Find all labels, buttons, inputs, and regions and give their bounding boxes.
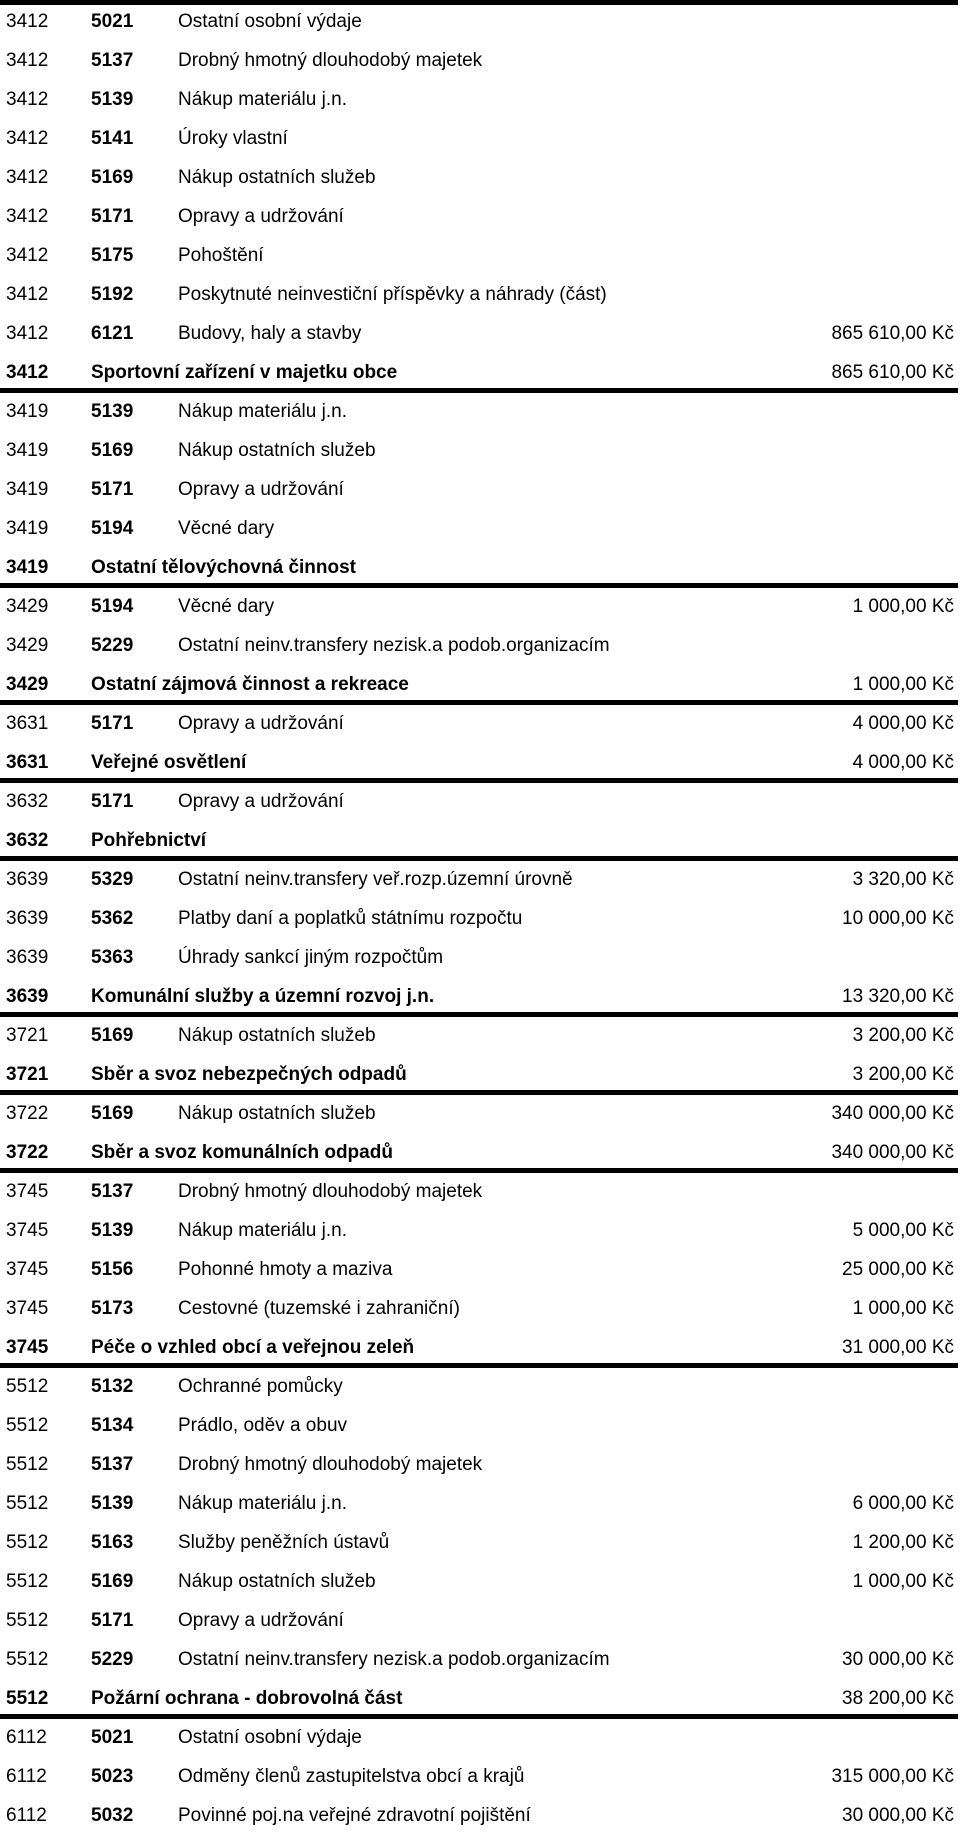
item-code: 5169 xyxy=(91,167,134,188)
section-total-row xyxy=(0,546,960,585)
paragraph-code: 5512 xyxy=(6,1493,49,1514)
item-code: 5021 xyxy=(91,1727,134,1748)
table-row xyxy=(0,156,960,195)
item-name: Ochranné pomůcky xyxy=(178,1376,343,1397)
section-title: Ostatní tělovýchovná činnost xyxy=(91,557,356,578)
table-row xyxy=(0,702,960,741)
table-row xyxy=(0,1755,960,1794)
table-row xyxy=(0,1560,960,1599)
item-code: 5163 xyxy=(91,1532,134,1553)
section-title: Péče o vzhled obcí a veřejnou zeleň xyxy=(91,1337,415,1358)
amount: 340 000,00 Kč xyxy=(831,1142,954,1163)
paragraph-code: 3419 xyxy=(6,401,49,422)
table-row xyxy=(0,1716,960,1755)
amount: 340 000,00 Kč xyxy=(831,1103,954,1124)
section-total-row xyxy=(0,351,960,390)
amount: 25 000,00 Kč xyxy=(842,1259,954,1280)
table-top-rule xyxy=(0,0,958,5)
section-total-row xyxy=(0,741,960,780)
item-code: 5169 xyxy=(91,440,134,461)
item-name: Drobný hmotný dlouhodobý majetek xyxy=(178,1454,483,1475)
paragraph-code: 3745 xyxy=(6,1259,49,1280)
section-total-row xyxy=(0,975,960,1014)
paragraph-code: 5512 xyxy=(6,1532,49,1553)
paragraph-code: 6112 xyxy=(6,1727,47,1748)
item-code: 5171 xyxy=(91,1610,134,1631)
amount: 3 200,00 Kč xyxy=(852,1064,954,1085)
paragraph-code: 3412 xyxy=(6,11,49,32)
paragraph-code: 3745 xyxy=(6,1220,49,1241)
section-total-row xyxy=(0,1677,960,1716)
item-name: Nákup materiálu j.n. xyxy=(178,401,347,422)
item-name: Opravy a udržování xyxy=(178,479,344,500)
paragraph-code: 3429 xyxy=(6,674,49,695)
paragraph-code: 3429 xyxy=(6,635,49,656)
amount: 4 000,00 Kč xyxy=(852,713,954,734)
paragraph-code: 3429 xyxy=(6,596,49,617)
table-row xyxy=(0,1482,960,1521)
item-code: 5021 xyxy=(91,11,134,32)
paragraph-code: 5512 xyxy=(6,1454,49,1475)
paragraph-code: 3419 xyxy=(6,518,49,539)
table-row xyxy=(0,1248,960,1287)
paragraph-code: 3419 xyxy=(6,479,49,500)
item-code: 5363 xyxy=(91,947,134,968)
item-code: 5132 xyxy=(91,1376,134,1397)
item-name: Ostatní osobní výdaje xyxy=(178,11,362,32)
section-total-row xyxy=(0,1053,960,1092)
table-row xyxy=(0,1404,960,1443)
paragraph-code: 3412 xyxy=(6,89,49,110)
item-name: Pohonné hmoty a maziva xyxy=(178,1259,393,1280)
paragraph-code: 3412 xyxy=(6,284,49,305)
amount: 38 200,00 Kč xyxy=(842,1688,954,1709)
paragraph-code: 3639 xyxy=(6,908,49,929)
table-row xyxy=(0,858,960,897)
amount: 4 000,00 Kč xyxy=(852,752,954,773)
paragraph-code: 5512 xyxy=(6,1376,49,1397)
table-row xyxy=(0,1599,960,1638)
item-name: Opravy a udržování xyxy=(178,1610,344,1631)
item-name: Nákup materiálu j.n. xyxy=(178,1493,347,1514)
item-name: Ostatní osobní výdaje xyxy=(178,1727,362,1748)
section-title: Pohřebnictví xyxy=(91,830,207,851)
table-row xyxy=(0,195,960,234)
item-code: 5175 xyxy=(91,245,134,266)
item-code: 5139 xyxy=(91,401,134,422)
item-code: 5171 xyxy=(91,791,134,812)
item-name: Úhrady sankcí jiným rozpočtům xyxy=(178,947,444,968)
amount: 10 000,00 Kč xyxy=(842,908,954,929)
paragraph-code: 3412 xyxy=(6,362,49,383)
paragraph-code: 3419 xyxy=(6,557,49,578)
item-code: 5171 xyxy=(91,713,134,734)
paragraph-code: 5512 xyxy=(6,1649,49,1670)
table-row xyxy=(0,1014,960,1053)
table-row xyxy=(0,507,960,546)
item-name: Nákup ostatních služeb xyxy=(178,1103,376,1124)
paragraph-code: 6112 xyxy=(6,1766,47,1787)
section-title: Komunální služby a územní rozvoj j.n. xyxy=(91,986,435,1007)
item-name: Ostatní neinv.transfery veř.rozp.územní úrovně xyxy=(178,869,573,890)
amount: 6 000,00 Kč xyxy=(852,1493,954,1514)
item-name: Platby daní a poplatků státnímu rozpočtu xyxy=(178,908,523,929)
table-row xyxy=(0,1638,960,1677)
paragraph-code: 5512 xyxy=(6,1571,49,1592)
item-name: Pohoštění xyxy=(178,245,264,266)
item-name: Ostatní neinv.transfery nezisk.a podob.organizacím xyxy=(178,635,610,656)
amount: 1 000,00 Kč xyxy=(852,596,954,617)
table-row xyxy=(0,780,960,819)
item-name: Opravy a udržování xyxy=(178,791,344,812)
item-code: 5139 xyxy=(91,1493,134,1514)
item-code: 5032 xyxy=(91,1805,134,1826)
paragraph-code: 3722 xyxy=(6,1103,49,1124)
amount: 3 320,00 Kč xyxy=(852,869,954,890)
item-name: Nákup ostatních služeb xyxy=(178,1025,376,1046)
paragraph-code: 3639 xyxy=(6,869,49,890)
section-total-row xyxy=(0,1131,960,1170)
item-code: 5192 xyxy=(91,284,134,305)
item-name: Poskytnuté neinvestiční příspěvky a náhrady (část) xyxy=(178,284,607,305)
table-row xyxy=(0,1287,960,1326)
paragraph-code: 5512 xyxy=(6,1415,49,1436)
item-code: 5137 xyxy=(91,1454,134,1475)
item-name: Drobný hmotný dlouhodobý majetek xyxy=(178,50,483,71)
item-code: 5169 xyxy=(91,1103,134,1124)
table-row xyxy=(0,936,960,975)
section-title: Sportovní zařízení v majetku obce xyxy=(91,362,398,383)
item-name: Nákup ostatních služeb xyxy=(178,167,376,188)
table-row xyxy=(0,468,960,507)
paragraph-code: 3412 xyxy=(6,323,49,344)
amount: 3 200,00 Kč xyxy=(852,1025,954,1046)
table-row xyxy=(0,273,960,312)
item-name: Věcné dary xyxy=(178,596,275,617)
paragraph-code: 3745 xyxy=(6,1181,49,1202)
item-code: 5171 xyxy=(91,206,134,227)
paragraph-code: 3721 xyxy=(6,1025,49,1046)
paragraph-code: 3632 xyxy=(6,791,49,812)
amount: 31 000,00 Kč xyxy=(842,1337,954,1358)
paragraph-code: 3632 xyxy=(6,830,49,851)
item-code: 5171 xyxy=(91,479,134,500)
section-total-row xyxy=(0,1326,960,1365)
item-code: 5023 xyxy=(91,1766,134,1787)
item-code: 5229 xyxy=(91,1649,134,1670)
section-title: Požární ochrana - dobrovolná část xyxy=(91,1688,403,1709)
table-row xyxy=(0,117,960,156)
item-code: 5139 xyxy=(91,1220,134,1241)
item-code: 5141 xyxy=(91,128,134,149)
section-title: Ostatní zájmová činnost a rekreace xyxy=(91,674,409,695)
amount: 1 000,00 Kč xyxy=(852,674,954,695)
amount: 13 320,00 Kč xyxy=(842,986,954,1007)
item-name: Prádlo, oděv a obuv xyxy=(178,1415,348,1436)
item-code: 5169 xyxy=(91,1025,134,1046)
paragraph-code: 3745 xyxy=(6,1337,49,1358)
table-row xyxy=(0,1170,960,1209)
item-code: 5169 xyxy=(91,1571,134,1592)
paragraph-code: 3412 xyxy=(6,206,49,227)
table-row xyxy=(0,1365,960,1404)
item-name: Drobný hmotný dlouhodobý majetek xyxy=(178,1181,483,1202)
paragraph-code: 3412 xyxy=(6,128,49,149)
item-code: 5194 xyxy=(91,596,134,617)
table-row xyxy=(0,312,960,351)
amount: 865 610,00 Kč xyxy=(831,362,954,383)
item-code: 5139 xyxy=(91,89,134,110)
item-name: Nákup ostatních služeb xyxy=(178,440,376,461)
amount: 1 000,00 Kč xyxy=(852,1571,954,1592)
paragraph-code: 3722 xyxy=(6,1142,49,1163)
amount: 30 000,00 Kč xyxy=(842,1805,954,1826)
paragraph-code: 3412 xyxy=(6,245,49,266)
item-code: 5194 xyxy=(91,518,134,539)
item-code: 5156 xyxy=(91,1259,134,1280)
table-row xyxy=(0,1209,960,1248)
item-code: 5229 xyxy=(91,635,134,656)
paragraph-code: 6112 xyxy=(6,1805,47,1826)
paragraph-code: 3639 xyxy=(6,947,49,968)
amount: 1 200,00 Kč xyxy=(852,1532,954,1553)
item-name: Služby peněžních ústavů xyxy=(178,1532,390,1553)
table-row xyxy=(0,0,960,39)
paragraph-code: 3412 xyxy=(6,50,49,71)
item-code: 5329 xyxy=(91,869,134,890)
paragraph-code: 3419 xyxy=(6,440,49,461)
table-row xyxy=(0,1794,960,1833)
section-total-row xyxy=(0,819,960,858)
paragraph-code: 3631 xyxy=(6,752,49,773)
paragraph-code: 3721 xyxy=(6,1064,49,1085)
item-name: Věcné dary xyxy=(178,518,275,539)
amount: 30 000,00 Kč xyxy=(842,1649,954,1670)
amount: 315 000,00 Kč xyxy=(831,1766,954,1787)
item-name: Úroky vlastní xyxy=(178,128,288,149)
table-row xyxy=(0,234,960,273)
item-name: Cestovné (tuzemské i zahraniční) xyxy=(178,1298,460,1319)
item-code: 5137 xyxy=(91,50,134,71)
table-row xyxy=(0,624,960,663)
paragraph-code: 3745 xyxy=(6,1298,49,1319)
item-name: Ostatní neinv.transfery nezisk.a podob.organizacím xyxy=(178,1649,610,1670)
section-title: Sběr a svoz nebezpečných odpadů xyxy=(91,1064,407,1085)
paragraph-code: 3631 xyxy=(6,713,49,734)
section-total-row xyxy=(0,663,960,702)
item-name: Nákup materiálu j.n. xyxy=(178,89,347,110)
item-code: 6121 xyxy=(91,323,134,344)
item-code: 5173 xyxy=(91,1298,134,1319)
table-row xyxy=(0,585,960,624)
table-row xyxy=(0,1443,960,1482)
item-code: 5134 xyxy=(91,1415,134,1436)
item-name: Nákup materiálu j.n. xyxy=(178,1220,347,1241)
item-name: Odměny členů zastupitelstva obcí a krajů xyxy=(178,1766,525,1787)
paragraph-code: 5512 xyxy=(6,1688,49,1709)
table-row xyxy=(0,897,960,936)
paragraph-code: 5512 xyxy=(6,1610,49,1631)
table-row xyxy=(0,78,960,117)
item-name: Opravy a udržování xyxy=(178,206,344,227)
amount: 865 610,00 Kč xyxy=(831,323,954,344)
amount: 5 000,00 Kč xyxy=(852,1220,954,1241)
section-title: Veřejné osvětlení xyxy=(91,752,247,773)
table-row xyxy=(0,429,960,468)
amount: 1 000,00 Kč xyxy=(852,1298,954,1319)
item-name: Povinné poj.na veřejné zdravotní pojištění xyxy=(178,1805,531,1826)
item-code: 5362 xyxy=(91,908,134,929)
table-row xyxy=(0,1092,960,1131)
item-name: Opravy a udržování xyxy=(178,713,344,734)
table-row xyxy=(0,390,960,429)
table-row xyxy=(0,1521,960,1560)
item-name: Budovy, haly a stavby xyxy=(178,323,362,344)
item-name: Nákup ostatních služeb xyxy=(178,1571,376,1592)
item-code: 5137 xyxy=(91,1181,134,1202)
paragraph-code: 3639 xyxy=(6,986,49,1007)
table-row xyxy=(0,39,960,78)
section-title: Sběr a svoz komunálních odpadů xyxy=(91,1142,393,1163)
paragraph-code: 3412 xyxy=(6,167,49,188)
